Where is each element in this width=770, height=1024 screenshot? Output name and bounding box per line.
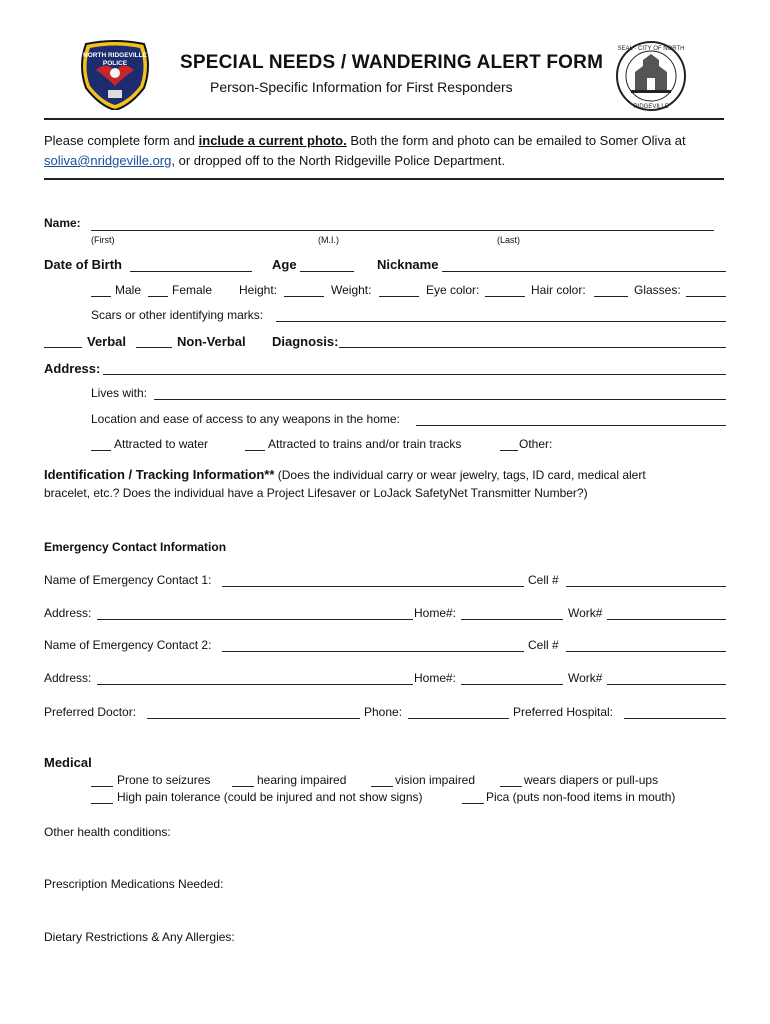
pica-label: Pica (puts non-food items in mouth): [486, 790, 676, 804]
nickname-field[interactable]: [442, 271, 726, 272]
city-seal-logo: [615, 40, 687, 112]
contact1-field[interactable]: [222, 586, 524, 587]
contact2-label: Name of Emergency Contact 2:: [44, 638, 212, 652]
pica-checkbox[interactable]: [462, 803, 484, 804]
glasses-label: Glasses:: [634, 283, 681, 297]
verbal-checkbox[interactable]: [44, 347, 82, 348]
identification-text: [44, 467, 646, 482]
nonverbal-label: Non-Verbal: [177, 334, 246, 349]
contact1-home-field[interactable]: [461, 619, 563, 620]
mi-caption: (M.I.): [318, 235, 339, 245]
identification-heading: Identification / Tracking Information**: [44, 467, 275, 482]
intro-part2: Both the form and photo can be emailed to Somer Oliva at: [346, 133, 686, 148]
nonverbal-checkbox[interactable]: [136, 347, 172, 348]
vision-label: vision impaired: [395, 773, 476, 787]
height-field[interactable]: [284, 296, 324, 297]
hair-color-label: Hair color:: [531, 283, 586, 297]
diagnosis-label: Diagnosis:: [272, 334, 339, 349]
hospital-field[interactable]: [624, 718, 726, 719]
scars-field[interactable]: [276, 321, 726, 322]
doctor-label: Preferred Doctor:: [44, 705, 137, 719]
height-label: Height:: [239, 283, 278, 297]
address-field[interactable]: [103, 374, 726, 375]
hearing-checkbox[interactable]: [232, 786, 254, 787]
medical-heading: Medical: [44, 755, 92, 770]
diagnosis-field[interactable]: [339, 347, 726, 348]
other-checkbox[interactable]: [500, 450, 518, 451]
dob-field[interactable]: [130, 271, 252, 272]
contact2-home-label: Home#:: [414, 671, 457, 685]
address-label: Address:: [44, 361, 101, 376]
prescriptions-label: Prescription Medications Needed:: [44, 877, 224, 891]
male-checkbox[interactable]: [91, 296, 111, 297]
diapers-label: wears diapers or pull-ups: [524, 773, 659, 787]
contact1-work-label: Work#: [568, 606, 603, 620]
intro-part3: , or dropped off to the North Ridgeville Police Department.: [171, 153, 505, 168]
intro-emphasis: include a current photo.: [198, 133, 347, 148]
contact1-label: Name of Emergency Contact 1:: [44, 573, 212, 587]
male-label: Male: [115, 283, 142, 297]
hearing-label: hearing impaired: [257, 773, 347, 787]
doctor-field[interactable]: [147, 718, 360, 719]
trains-label: Attracted to trains and/or train tracks: [268, 437, 462, 451]
contact1-home-label: Home#:: [414, 606, 457, 620]
scars-label: Scars or other identifying marks:: [91, 308, 264, 322]
name-label: Name:: [44, 216, 81, 230]
other-label: Other:: [519, 437, 553, 451]
contact1-cell-field[interactable]: [566, 586, 726, 587]
dob-label: Date of Birth: [44, 257, 122, 272]
intro-text: [44, 133, 686, 148]
lives-with-field[interactable]: [154, 399, 726, 400]
intro-part1: Please complete form and: [44, 133, 199, 148]
pain-label: High pain tolerance (could be injured and not show signs): [117, 790, 423, 804]
vision-checkbox[interactable]: [371, 786, 393, 787]
police-badge-logo: [78, 40, 152, 110]
female-checkbox[interactable]: [148, 296, 168, 297]
phone-label: Phone:: [364, 705, 403, 719]
svg-text:POLICE: POLICE: [102, 60, 128, 67]
phone-field[interactable]: [408, 718, 509, 719]
contact1-address-field[interactable]: [97, 619, 413, 620]
pain-checkbox[interactable]: [91, 803, 113, 804]
contact1-cell-label: Cell #: [528, 573, 559, 587]
contact2-field[interactable]: [222, 651, 524, 652]
seizures-label: Prone to seizures: [117, 773, 211, 787]
svg-text:SEAL · CITY OF NORTH: SEAL · CITY OF NORTH: [617, 46, 685, 52]
contact2-cell-label: Cell #: [528, 638, 559, 652]
svg-text:NORTH RIDGEVILLE: NORTH RIDGEVILLE: [83, 52, 147, 59]
nickname-label: Nickname: [377, 257, 439, 272]
weight-label: Weight:: [331, 283, 372, 297]
weapons-label: Location and ease of access to any weapons in the home:: [91, 412, 400, 426]
hair-color-field[interactable]: [594, 296, 628, 297]
water-checkbox[interactable]: [91, 450, 111, 451]
verbal-label: Verbal: [87, 334, 127, 349]
trains-checkbox[interactable]: [245, 450, 265, 451]
hospital-label: Preferred Hospital:: [513, 705, 614, 719]
first-name-caption: (First): [91, 235, 115, 245]
female-label: Female: [172, 283, 213, 297]
identification-text1: (Does the individual carry or wear jewelry, tags, ID card, medical alert: [274, 468, 646, 482]
other-conditions-label: Other health conditions:: [44, 825, 171, 839]
identification-text2: bracelet, etc.? Does the individual have a Project Lifesaver or LoJack SafetyNet Transmitter Number?): [44, 486, 588, 500]
name-field[interactable]: [91, 230, 714, 231]
contact1-work-field[interactable]: [607, 619, 726, 620]
age-label: Age: [272, 257, 297, 272]
email-link[interactable]: soliva@nridgeville.org: [44, 153, 172, 168]
contact2-address-field[interactable]: [97, 684, 413, 685]
form-title: SPECIAL NEEDS / WANDERING ALERT FORM: [180, 52, 604, 73]
intro-divider: [44, 178, 724, 180]
glasses-field[interactable]: [686, 296, 726, 297]
intro-text-line2: [44, 153, 505, 168]
water-label: Attracted to water: [114, 437, 209, 451]
contact2-work-label: Work#: [568, 671, 603, 685]
weight-field[interactable]: [379, 296, 419, 297]
eye-color-field[interactable]: [485, 296, 525, 297]
contact1-address-label: Address:: [44, 606, 92, 620]
last-name-caption: (Last): [497, 235, 521, 245]
contact2-work-field[interactable]: [607, 684, 726, 685]
age-field[interactable]: [300, 271, 354, 272]
weapons-field[interactable]: [416, 425, 726, 426]
dietary-label: Dietary Restrictions & Any Allergies:: [44, 930, 235, 944]
emergency-heading: Emergency Contact Information: [44, 540, 227, 554]
diapers-checkbox[interactable]: [500, 786, 522, 787]
contact2-home-field[interactable]: [461, 684, 563, 685]
contact2-address-label: Address:: [44, 671, 92, 685]
seizures-checkbox[interactable]: [91, 786, 113, 787]
form-subtitle: Person-Specific Information for First Responders: [210, 79, 513, 95]
contact2-cell-field[interactable]: [566, 651, 726, 652]
lives-with-label: Lives with:: [91, 386, 148, 400]
svg-text:RIDGEVILLE: RIDGEVILLE: [633, 104, 669, 110]
header-divider: [44, 118, 724, 120]
eye-color-label: Eye color:: [426, 283, 480, 297]
